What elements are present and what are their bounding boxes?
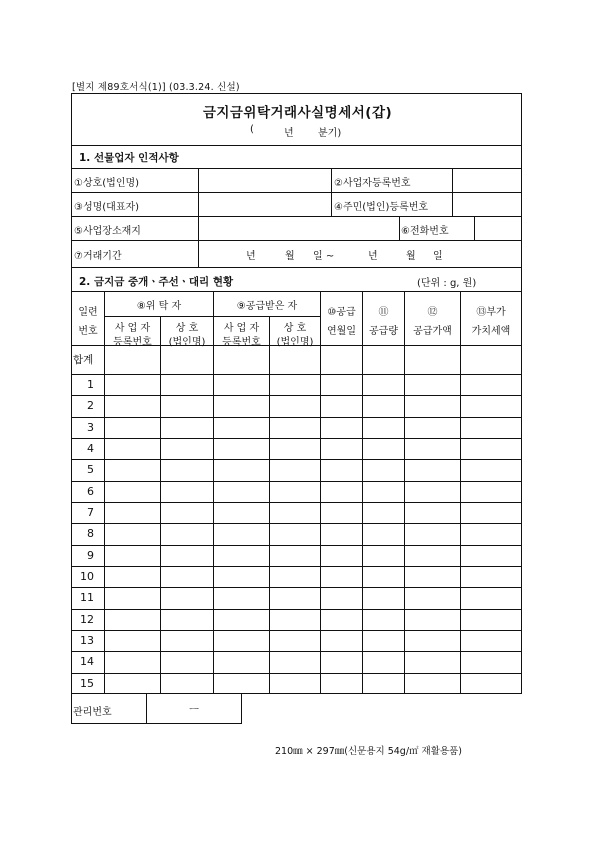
row-number: 13 (80, 634, 94, 647)
period-quarter: 분기) (318, 128, 342, 139)
supply-date-header-1: ⑩공급 (327, 307, 356, 318)
row-number: 5 (87, 463, 94, 476)
serial-header-2: 번호 (78, 326, 98, 337)
consignor-header: ⑧위 탁 자 (136, 301, 182, 312)
quantity-header-1: ⑪ (378, 307, 389, 318)
row-number: 8 (87, 527, 94, 540)
date-to-year: 년 (368, 251, 378, 262)
value-header-1: ⑫ (427, 307, 438, 318)
supplied-bizno-1: 사 업 자 (223, 323, 260, 334)
row-number: 11 (80, 591, 94, 604)
form-reference: [별지 제89호서식(1)] (03.3.24. 신설) (72, 82, 240, 93)
section1-heading: 1. 선물업자 인적사항 (79, 152, 179, 164)
row-number: 14 (80, 655, 94, 668)
paper-spec-footer: 210㎜ × 297㎜(신문용지 54g/㎡ 재활용품) (275, 746, 462, 757)
row-number: 9 (87, 549, 94, 562)
management-value: ㅡ (189, 705, 199, 716)
serial-header-1: 일련 (78, 307, 98, 318)
row-number: 12 (80, 613, 94, 626)
value-header-2: 공급가액 (413, 326, 452, 337)
vat-header-2: 가치세액 (471, 326, 511, 337)
management-box (71, 694, 242, 724)
consignor-name-1: 상 호 (175, 323, 199, 334)
supplied-bizno-2: 등록번호 (222, 337, 261, 348)
phone-label: ⑥전화번호 (401, 226, 449, 237)
row-number: 3 (87, 421, 94, 434)
supplied-header: ⑨공급받은 자 (236, 301, 298, 312)
quantity-header-2: 공급량 (369, 326, 398, 337)
date-from-month: 월 (285, 251, 295, 262)
row-number: 2 (87, 399, 94, 412)
row-number: 4 (87, 442, 94, 455)
biz-reg-no-label: ②사업자등록번호 (334, 178, 411, 189)
vat-header-1: ⑬부가 (476, 307, 506, 318)
form-frame (71, 93, 522, 694)
section2-heading: 2. 금지금 중개ㆍ주선ㆍ대리 현황 (79, 276, 234, 288)
consignor-bizno-1: 사 업 자 (114, 323, 151, 334)
date-to-day: 일 (433, 251, 443, 262)
row-number: 7 (87, 506, 94, 519)
consignor-name-2: (법인명) (168, 337, 206, 348)
form-title: 금지금위탁거래사실명세서(갑) (202, 105, 393, 121)
unit-label: (단위 : g, 원) (417, 278, 477, 289)
supply-date-header-2: 연월일 (327, 326, 356, 337)
row-number: 1 (87, 378, 94, 391)
trade-period-label: ⑦거래기간 (74, 251, 122, 262)
period-open: ( (250, 124, 254, 135)
date-from-day: 일 ~ (313, 251, 335, 262)
date-to-month: 월 (406, 251, 416, 262)
name-label: ③성명(대표자) (74, 202, 140, 213)
address-label: ⑤사업장소재지 (74, 226, 141, 237)
row-number: 10 (80, 570, 94, 583)
supplied-name-2: (법인명) (276, 337, 314, 348)
consignor-bizno-2: 등록번호 (113, 337, 152, 348)
management-label: 관리번호 (73, 707, 112, 718)
row-number: 6 (87, 485, 94, 498)
total-label: 합계 (73, 354, 94, 366)
date-from-year: 년 (246, 251, 256, 262)
period-year: 년 (284, 128, 294, 139)
supplied-name-1: 상 호 (283, 323, 307, 334)
resident-no-label: ④주민(법인)등록번호 (334, 202, 429, 213)
row-number: 15 (80, 677, 94, 690)
trade-name-label: ①상호(법인명) (74, 178, 140, 189)
